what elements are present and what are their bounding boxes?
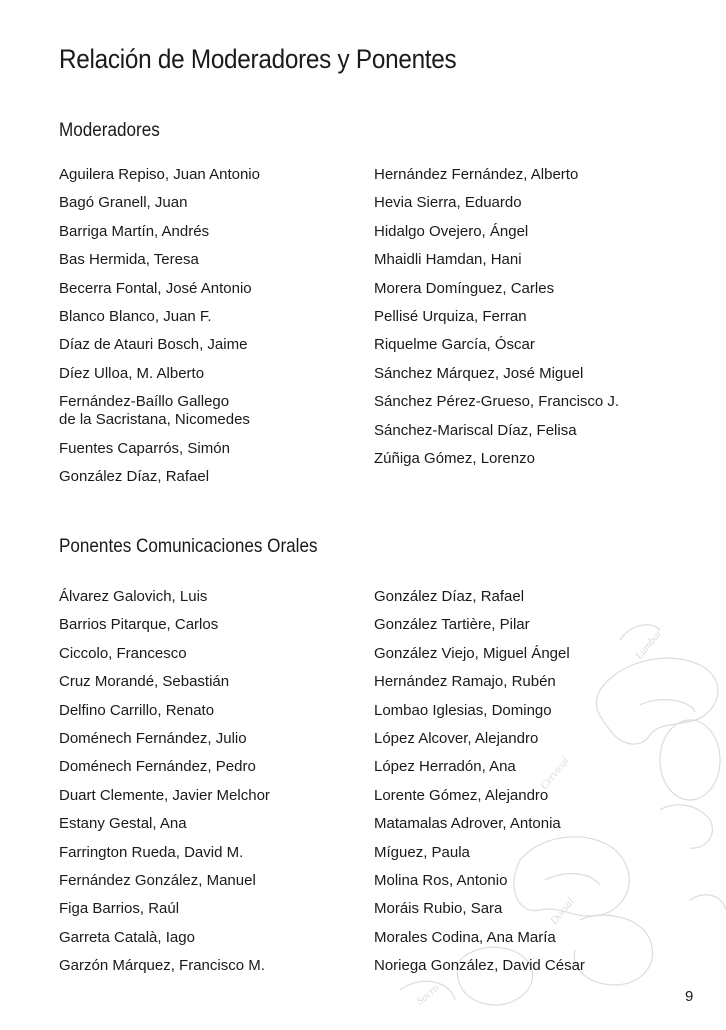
moderadores-list-right xyxy=(374,166,684,478)
list-item: Duart Clemente, Javier Melchor xyxy=(59,786,270,804)
list-item: Morera Domínguez, Carles xyxy=(374,279,555,297)
list-item-two-line xyxy=(59,393,369,429)
list-item: Bas Hermida, Teresa xyxy=(59,251,199,269)
list-item: González Díaz, Rafael xyxy=(59,467,210,485)
list-item: González Díaz, Rafael xyxy=(374,588,525,605)
list-item: Estany Gestal, Ana xyxy=(59,815,187,833)
list-item: Matamalas Adrover, Antonia xyxy=(374,815,561,833)
list-item: Moráis Rubio, Sara xyxy=(374,900,503,918)
list-item: Cruz Morandé, Sebastián xyxy=(59,673,230,691)
list-item: Díaz de Atauri Bosch, Jaime xyxy=(59,336,248,354)
list-item: Aguilera Repiso, Juan Antonio xyxy=(59,166,260,183)
list-item: Riquelme García, Óscar xyxy=(374,336,535,354)
watermark-label-sacro: Sacro xyxy=(414,981,442,1008)
list-item: Becerra Fontal, José Antonio xyxy=(59,279,252,297)
page-title: Relación de Moderadores y Ponentes xyxy=(59,44,457,74)
watermark-label-lumbar: Lumbar xyxy=(633,627,665,662)
list-item: Álvarez Galovich, Luis xyxy=(59,588,208,605)
section-heading-ponentes: Ponentes Comunicaciones Orales xyxy=(59,536,318,557)
watermark-label-cervical: Cervical xyxy=(538,755,572,792)
list-item: Zúñiga Gómez, Lorenzo xyxy=(374,449,535,467)
list-item: Pellisé Urquiza, Ferran xyxy=(374,307,527,325)
list-item: Doménech Fernández, Pedro xyxy=(59,758,256,776)
list-item: Garzón Márquez, Francisco M. xyxy=(59,957,265,975)
list-item: Lorente Gómez, Alejandro xyxy=(374,786,549,804)
list-item: López Alcover, Alejandro xyxy=(374,729,539,747)
list-item: Garreta Català, Iago xyxy=(59,928,195,946)
list-item: Farrington Rueda, David M. xyxy=(59,843,244,861)
page-number: 9 xyxy=(685,988,694,1005)
list-item: Doménech Fernández, Julio xyxy=(59,729,247,747)
list-item: Bagó Granell, Juan xyxy=(59,194,188,212)
list-item: Míguez, Paula xyxy=(374,843,470,861)
list-item: Sánchez Pérez-Grueso, Francisco J. xyxy=(374,393,620,411)
list-item-line-1: Fernández-Baíllo Gallego xyxy=(59,393,230,411)
list-item: Hernández Fernández, Alberto xyxy=(374,166,579,183)
list-item: Delfino Carrillo, Renato xyxy=(59,701,215,719)
ponentes-list-left xyxy=(59,588,369,985)
list-item: Blanco Blanco, Juan F. xyxy=(59,307,212,325)
list-item: González Tartière, Pilar xyxy=(374,616,530,634)
list-item: Molina Ros, Antonio xyxy=(374,871,508,889)
list-item-line-2: de la Sacristana, Nicomedes xyxy=(59,411,250,429)
list-item: Barrios Pitarque, Carlos xyxy=(59,616,219,634)
list-item: Mhaidli Hamdan, Hani xyxy=(374,251,522,269)
list-item: Sánchez Márquez, José Miguel xyxy=(374,364,584,382)
list-item: Hernández Ramajo, Rubén xyxy=(374,673,556,691)
list-item: Lombao Iglesias, Domingo xyxy=(374,701,552,719)
list-item: Díez Ulloa, M. Alberto xyxy=(59,364,205,382)
list-item: López Herradón, Ana xyxy=(374,758,516,776)
list-item: Barriga Martín, Andrés xyxy=(59,222,210,240)
list-item: Fernández González, Manuel xyxy=(59,871,256,889)
watermark-label-dorsal: Dorsal xyxy=(548,895,577,927)
list-item: Figa Barrios, Raúl xyxy=(59,900,180,918)
list-item: Hevia Sierra, Eduardo xyxy=(374,194,522,212)
list-item: González Viejo, Miguel Ángel xyxy=(374,644,570,662)
list-item: Ciccolo, Francesco xyxy=(59,644,187,662)
section-heading-moderadores: Moderadores xyxy=(59,120,160,141)
list-item: Sánchez-Mariscal Díaz, Felisa xyxy=(374,421,577,439)
list-item: Morales Codina, Ana María xyxy=(374,928,556,946)
list-item: Fuentes Caparrós, Simón xyxy=(59,439,230,457)
ponentes-list-right xyxy=(374,588,684,985)
list-item: Hidalgo Ovejero, Ángel xyxy=(374,222,529,240)
list-item: Noriega González, David César xyxy=(374,957,585,975)
moderadores-list-left xyxy=(59,166,369,496)
